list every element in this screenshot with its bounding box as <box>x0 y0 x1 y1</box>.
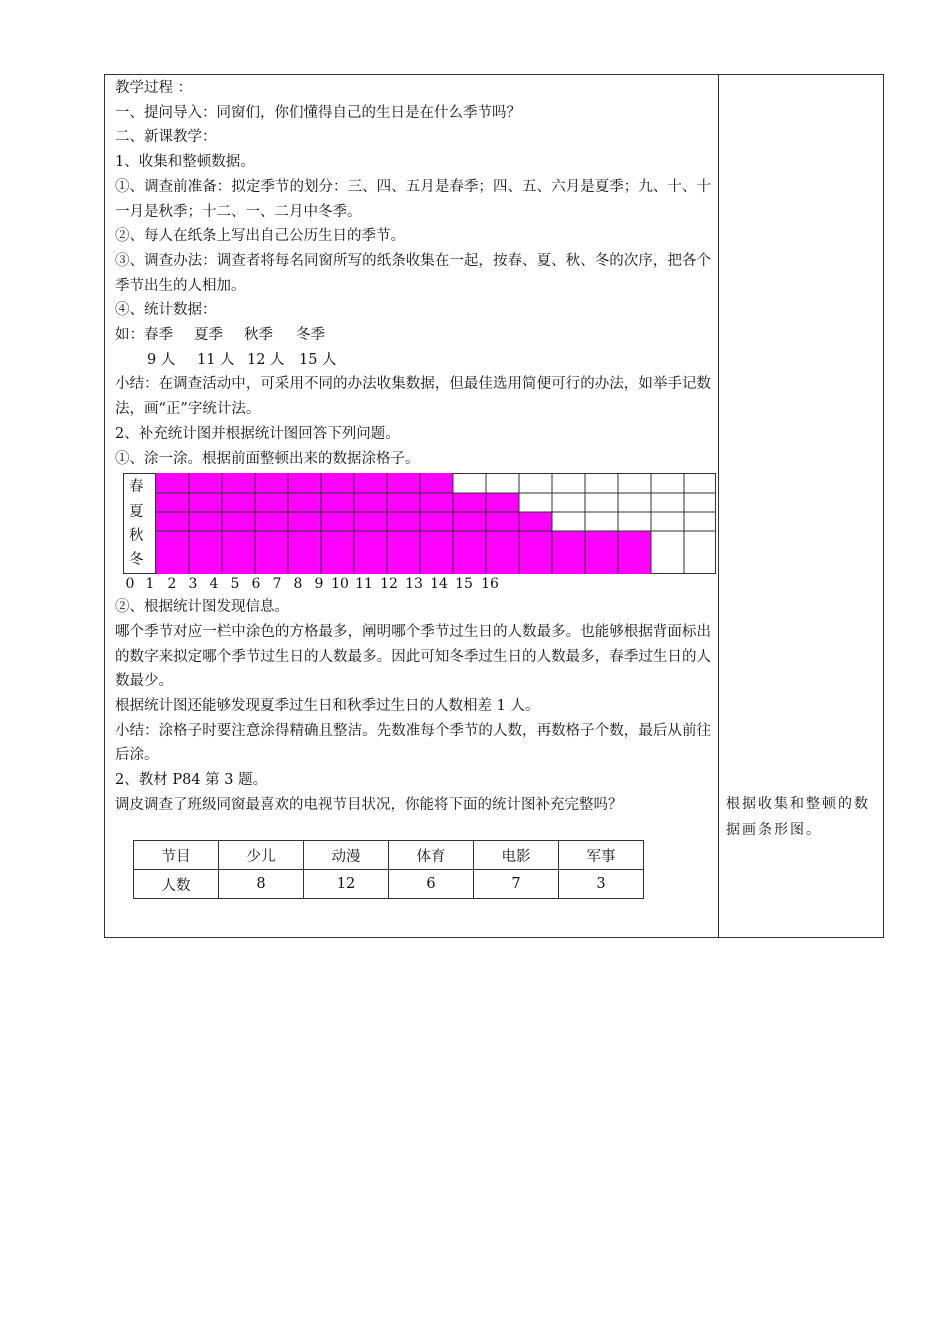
x-tick-label: 3 <box>188 576 198 592</box>
table-cell: 体育 <box>389 841 474 870</box>
analysis-most: 哪个季节对应一栏中涂色的方格最多，阐明哪个季节过生日的人数最多。也能够根据背面标出的数字来拟定哪个季节过生日的人数最多。因此可知冬季过生日的人数最多，春季过生日的人数最少。 <box>115 623 711 690</box>
row-label-autumn: 秋 <box>129 528 144 544</box>
season-bar-chart <box>123 473 717 575</box>
x-tick-label: 9 <box>314 576 324 592</box>
step-collect: 1、收集和整顿数据。 <box>115 154 255 171</box>
x-tick-label: 5 <box>230 576 240 592</box>
program-table-header-row <box>134 841 644 870</box>
new-lesson-heading: 二、新课教学： <box>115 129 217 146</box>
part2-step2: ②、根据统计图发现信息。 <box>115 599 289 616</box>
part2-title: 2、补充统计图并根据统计图回答下列问题。 <box>115 425 400 442</box>
table-cell: 军事 <box>559 841 644 870</box>
program-question: 调皮调查了班级同窗最喜欢的电视节目状况，你能将下面的统计图补充完整吗？ <box>115 796 623 813</box>
season-prefix: 如： <box>115 327 144 344</box>
row-label-summer: 夏 <box>129 504 144 520</box>
x-tick-label: 16 <box>481 576 499 592</box>
season-autumn: 秋季 <box>244 327 273 344</box>
process-heading: 教学过程 ： <box>115 80 193 96</box>
season-row <box>115 323 711 348</box>
table-cell: 人数 <box>134 870 219 899</box>
x-tick-label: 15 <box>455 576 473 592</box>
season-summer: 夏季 <box>194 327 223 344</box>
x-tick-label: 8 <box>293 576 303 592</box>
x-tick-label: 0 <box>125 576 135 592</box>
x-tick-label: 12 <box>380 576 398 592</box>
row-label-winter: 冬 <box>129 552 144 568</box>
intro-question: 一、提问导入：同窗们，你们懂得自己的生日是在什么季节吗？ <box>115 104 521 121</box>
x-tick-label: 1 <box>145 576 155 592</box>
part2-step1: ①、涂一涂。根据前面整顿出来的数据涂格子。 <box>115 450 420 467</box>
analysis-difference: 根据统计图还能够发现夏季过生日和秋季过生日的人数相差 1 人。 <box>115 698 540 715</box>
count-autumn: 12 人 <box>247 351 285 368</box>
step-statistics: ④、统计数据： <box>115 302 217 319</box>
textbook-reference: 2、教材 P84 第 3 题。 <box>115 772 268 789</box>
season-spring: 春季 <box>144 327 173 344</box>
program-table-value-row <box>134 870 644 899</box>
table-cell: 8 <box>219 870 304 899</box>
lesson-content <box>115 76 711 818</box>
table-cell: 少儿 <box>219 841 304 870</box>
program-table <box>133 840 644 899</box>
bar-夏 <box>156 493 519 512</box>
bar-冬 <box>156 531 651 574</box>
table-cell: 3 <box>559 870 644 899</box>
summary-collect: 小结：在调查活动中，可采用不同的办法收集数据，但最佳选用简便可行的办法，如举手记数法，画“正”字统计法。 <box>115 376 711 418</box>
season-winter: 冬季 <box>296 327 325 344</box>
step-method: ③、调查办法：调查者将每名同窗所写的纸条收集在一起，按春、夏、秋、冬的次序，把各个季节出生的人相加。 <box>115 252 711 294</box>
bar-春 <box>156 473 453 493</box>
chart-x-axis <box>117 576 517 598</box>
table-cell: 7 <box>474 870 559 899</box>
x-tick-label: 13 <box>405 576 423 592</box>
x-tick-label: 14 <box>430 576 448 592</box>
table-cell: 12 <box>304 870 389 899</box>
x-tick-label: 4 <box>209 576 219 592</box>
row-label-spring: 春 <box>129 479 144 495</box>
table-cell: 电影 <box>474 841 559 870</box>
table-cell: 节目 <box>134 841 219 870</box>
x-tick-label: 2 <box>167 576 177 592</box>
count-spring: 9 人 <box>147 351 176 368</box>
season-count-row <box>115 348 711 373</box>
x-tick-label: 7 <box>272 576 282 592</box>
table-cell: 6 <box>389 870 474 899</box>
summary-painting: 小结：涂格子时要注意涂得精确且整洁。先数准每个季节的人数，再数格子个数，最后从前往后涂。 <box>115 722 711 764</box>
chart-grid <box>156 473 716 574</box>
count-summer: 11 人 <box>197 351 235 368</box>
x-tick-label: 10 <box>331 576 349 592</box>
step-write: ②、每人在纸条上写出自己公历生日的季节。 <box>115 228 405 245</box>
count-winter: 15 人 <box>299 351 337 368</box>
x-tick-label: 11 <box>355 576 373 592</box>
step-prepare: ①、调查前准备：拟定季节的划分：三、四、五月是春季；四、五、六月是夏季；九、十、十一月是秋季；十二、一、二月中冬季。 <box>115 178 711 220</box>
side-note: 根据收集和整顿的数据画条形图。 <box>726 796 870 838</box>
x-tick-label: 6 <box>251 576 261 592</box>
table-cell: 动漫 <box>304 841 389 870</box>
column-divider <box>718 74 719 938</box>
